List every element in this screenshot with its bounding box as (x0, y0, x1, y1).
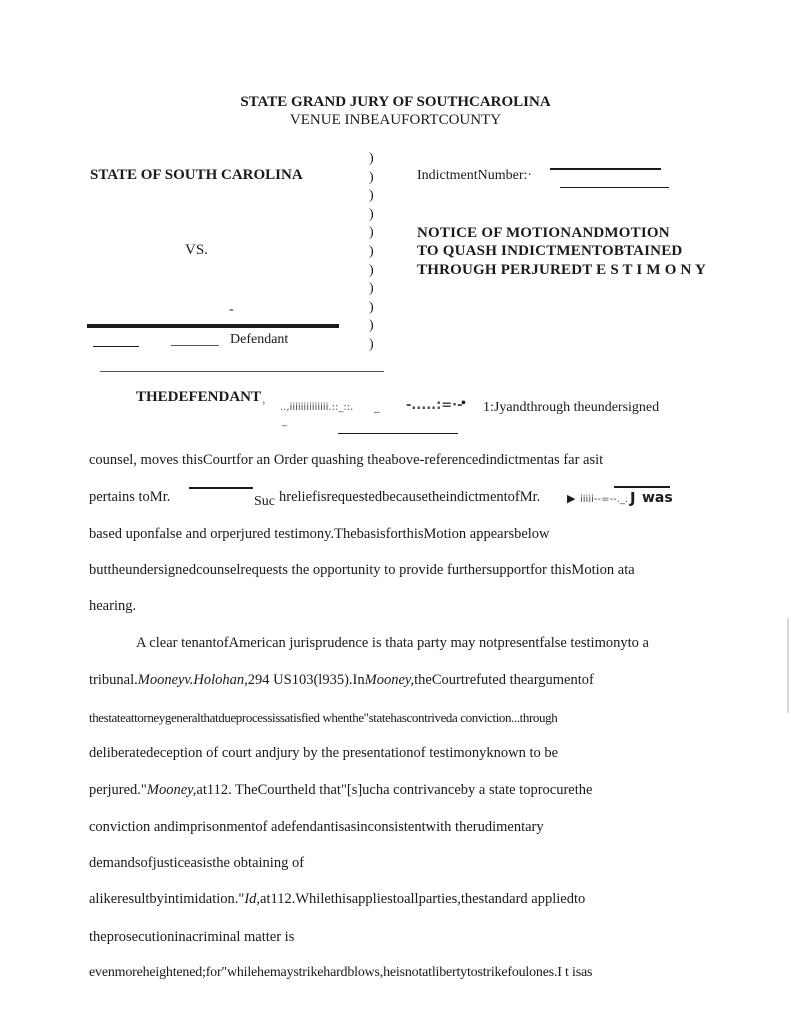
paren: ) (369, 281, 374, 297)
paren: ) (369, 336, 374, 352)
scan-noise-a: ..,iiiiiiiiiiiiii.::_::. (280, 402, 354, 413)
body-line-5: hearing. (89, 598, 137, 614)
body-line-13-a: alikeresultbyintimidation." (89, 891, 245, 907)
paren: ) (369, 188, 374, 204)
body-line-12: demandsofjusticeasisthe obtaining of (89, 855, 305, 871)
paren: ) (369, 225, 374, 241)
body-line-10-c: at112. TheCourtheld that"[s]ucha contrivanceby a state toprocurethe (196, 782, 593, 798)
court-title: STATE GRAND JURY OF SOUTHCAROLINA (240, 94, 551, 110)
plaintiff-name: STATE OF SOUTH CAROLINA (90, 167, 303, 183)
body-line-10-a: perjured." (89, 782, 147, 798)
case-citation-name: Mooneyv.Holohan, (137, 672, 248, 688)
caption-short-rule-1 (93, 346, 139, 347)
body-line-7 (89, 672, 594, 689)
indictment-number-label: IndictmentNumber:· (417, 168, 533, 183)
paren: ) (369, 151, 374, 166)
body-line-2-part: pertains toMr. (89, 489, 171, 505)
body-line-11: conviction andimprisonmentof adefendantisasinconsistentwith therudimentary (89, 819, 544, 835)
name-blank-rule-2 (614, 486, 670, 488)
scan-noise-d: iiiii--=--._. (580, 494, 629, 505)
body-line-15: evenmoreheightened;for"whilehemaystrikehardblows,heisnotatlibertytostrikefoulones.I t isas (89, 965, 593, 980)
intro-underscore: _ (282, 416, 287, 427)
body-line-7-e: theCourtrefuted theargumentof (414, 672, 594, 688)
body-line-2-suc: Suc (254, 494, 275, 509)
caption-parenthesis-column (369, 150, 381, 355)
motion-title-line-2: TO QUASH INDICTMENTOBTAINED (417, 243, 683, 259)
case-short-name: Mooney, (364, 672, 415, 688)
body-line-2-j: J (630, 489, 636, 507)
body-line-10 (89, 782, 592, 799)
intro-lead: THEDEFENDANT (136, 389, 262, 405)
body-line-4: buttheundersignedcounselrequests the opportunity to provide furthersupportfor thisMotion ata (89, 562, 635, 578)
motion-title-line-1: NOTICE OF MOTIONANDMOTION (417, 225, 670, 241)
case-short-name: Mooney, (146, 782, 197, 798)
versus-label: VS. (185, 242, 208, 258)
intro-lead-mark: , (262, 392, 266, 407)
paren: ) (369, 243, 374, 259)
defendant-label: Defendant (230, 332, 289, 347)
body-line-7-a: tribunal. (89, 672, 138, 688)
caption-bottom-rule (100, 371, 384, 372)
indictment-number-rule-2 (560, 187, 669, 188)
scan-noise-b: _ (374, 400, 380, 413)
body-line-13 (89, 891, 585, 908)
page-edge-mark (787, 618, 789, 713)
body-line-1: counsel, moves thisCourtfor an Order quashing theabove-referencedindictmentas far asit (89, 452, 604, 468)
body-line-9: deliberatedeception of court andjury by the presentationof testimonyknown to be (89, 745, 559, 761)
paren: ) (369, 318, 374, 334)
paren: ) (369, 299, 374, 315)
body-line-13-c: at112.Whilethisappliestoallparties,thestandard appliedto (260, 891, 586, 907)
intro-tail: 1:Jyandthrough theundersigned (483, 400, 660, 415)
paren: ) (369, 169, 374, 185)
body-line-8: thestateattorneygeneralthatdueprocessissatisfied whenthe"statehascontriveda conviction...through (89, 710, 558, 725)
defendant-name-dash: - (229, 302, 234, 317)
paren: ) (369, 262, 374, 278)
body-line-14: theprosecutioninacriminal matter is (89, 929, 295, 945)
body-line-7-c: 294 US103(l935).In (247, 672, 365, 688)
caption-heavy-rule (87, 324, 339, 328)
body-line-3: based uponfalse and orperjured testimony.ThebasisforthisMotion appearsbelow (89, 526, 550, 542)
body-line-2-mid: hreliefisrequestedbecausetheindictmentofMr. (279, 489, 541, 505)
arrow-mark: ▶ (567, 493, 576, 505)
motion-title-line-3: THROUGH PERJUREDT E S T I M O N Y (417, 262, 707, 278)
scan-bullet: • (461, 396, 466, 411)
scan-noise-c: -.....:=·- (406, 398, 463, 413)
id-citation: Id, (244, 891, 261, 907)
paren: ) (369, 206, 374, 222)
body-line-2 (89, 489, 170, 506)
body-line-2-was: was (642, 490, 673, 506)
body-line-6: A clear tenantofAmerican jurisprudence is thata party may notpresentfalse testimonyto a (136, 635, 649, 651)
intro-blank-rule (338, 433, 458, 434)
venue-line: VENUE INBEAUFORTCOUNTY (289, 112, 502, 128)
caption-short-rule-2 (171, 345, 219, 346)
indictment-number-rule-1 (550, 168, 661, 170)
name-blank-rule (189, 487, 253, 489)
